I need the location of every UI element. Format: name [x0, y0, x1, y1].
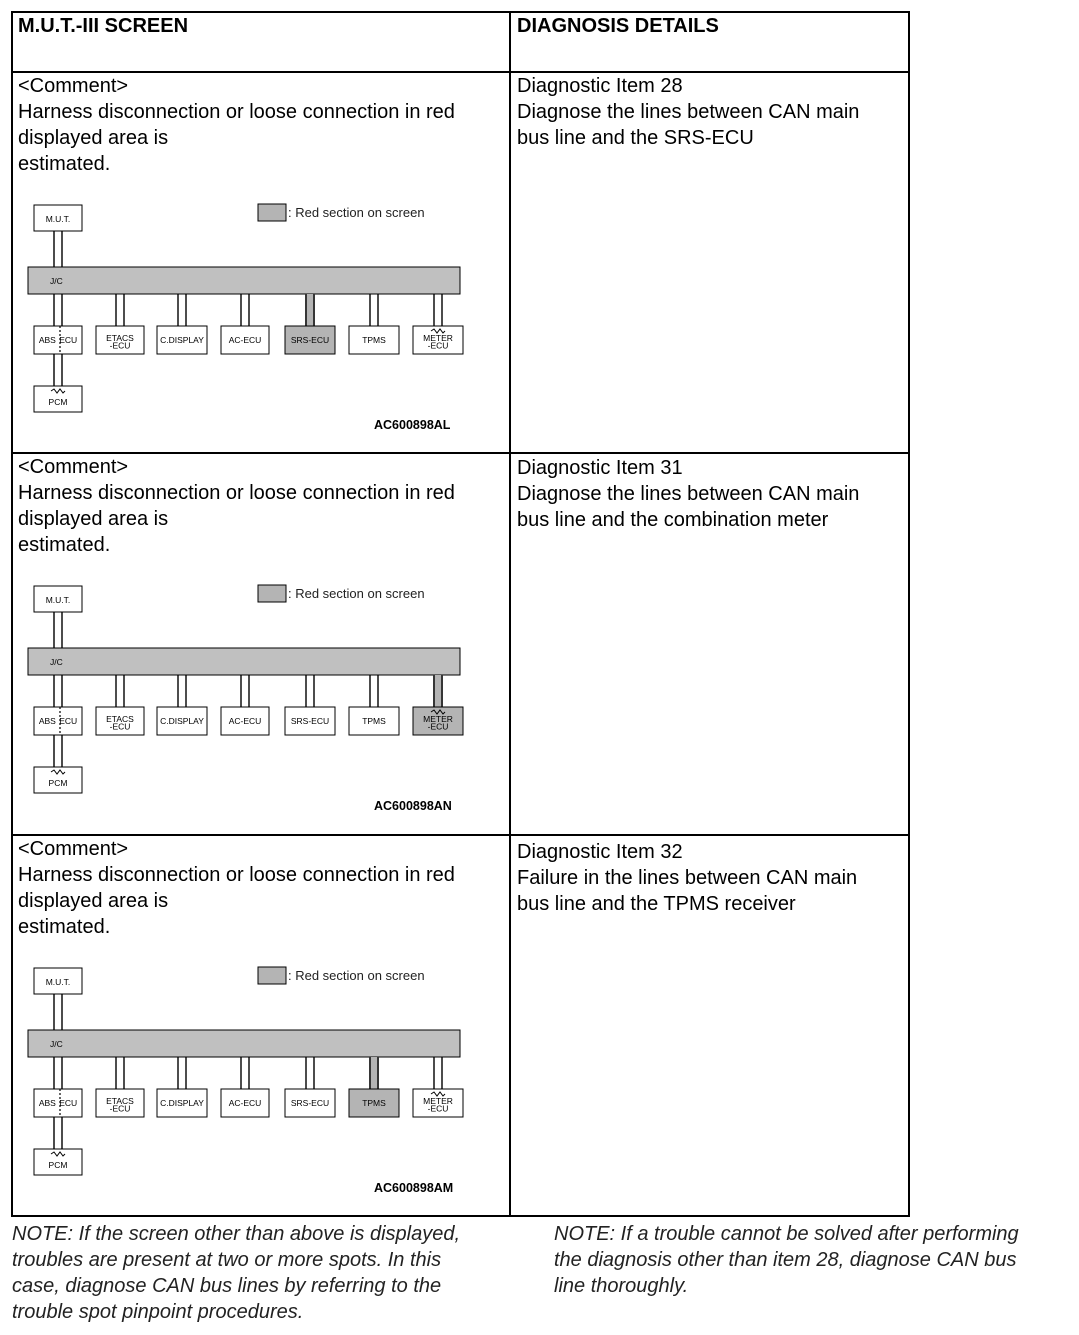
diagram-svg: [26, 958, 466, 1198]
details-line: Failure in the lines between CAN main: [517, 867, 858, 889]
pcm-label: PCM: [48, 1160, 68, 1170]
ecu-node: [96, 294, 144, 354]
note-line: case, diagnose CAN bus lines by referring to the: [12, 1275, 442, 1297]
ecu-label: -ECU: [109, 721, 131, 732]
ecu-label: SRS-ECU: [290, 1098, 330, 1108]
ecu-label: METER: [423, 714, 453, 724]
details-line: bus line and the SRS-ECU: [517, 127, 754, 149]
ecu-label: ABS ECU: [38, 716, 78, 726]
ecu-node: [221, 675, 269, 735]
diagram-svg: [26, 576, 466, 816]
ecu-node: [96, 675, 144, 735]
ecu-label: -ECU: [427, 721, 449, 732]
comment-line: estimated.: [18, 534, 111, 556]
mut-label: M.U.T.: [45, 214, 71, 224]
details-line: bus line and the TPMS receiver: [517, 893, 796, 915]
ecu-node: [413, 1057, 463, 1117]
ecu-node: [285, 294, 335, 354]
ecu-label: -ECU: [109, 1103, 131, 1114]
details-line: Diagnose the lines between CAN main: [517, 101, 860, 123]
table-border-right: [908, 11, 910, 1217]
figure-code: AC600898AL: [374, 418, 451, 432]
jc-bus: [28, 1030, 460, 1057]
ecu-node: [285, 675, 335, 735]
diagnostic-item: Diagnostic Item 28: [517, 75, 683, 97]
comment-block: [18, 454, 508, 558]
legend-text: : Red section on screen: [288, 205, 425, 220]
note-line: NOTE: If a trouble cannot be solved after performing: [554, 1223, 1019, 1245]
pcm-label: PCM: [48, 397, 68, 407]
ecu-label: AC-ECU: [228, 1098, 262, 1108]
ecu-node: [413, 294, 463, 354]
ecu-label: C.DISPLAY: [160, 716, 204, 726]
comment-block: [18, 836, 508, 940]
ecu-label: -ECU: [427, 1103, 449, 1114]
comment-line: Harness disconnection or loose connection in red: [18, 864, 455, 886]
legend-swatch: [258, 967, 286, 984]
comment-line: Harness disconnection or loose connection in red: [18, 482, 455, 504]
note-line: troubles are present at two or more spots. In this: [12, 1249, 442, 1271]
ecu-label: TPMS: [362, 1098, 386, 1108]
details-block: [517, 839, 902, 917]
ecu-node: [34, 1057, 82, 1117]
details-block: [517, 455, 902, 533]
table-border-top: [11, 11, 910, 13]
ecu-label: ETACS: [106, 1096, 134, 1106]
ecu-node: [157, 675, 207, 735]
jc-bus: [28, 648, 460, 675]
note-left: [12, 1221, 460, 1325]
ecu-node: [349, 294, 399, 354]
legend-swatch: [258, 585, 286, 602]
ecu-label: AC-ECU: [228, 335, 262, 345]
figure-code: AC600898AM: [374, 1181, 454, 1195]
comment-line: displayed area is: [18, 127, 169, 149]
can-bus-diagram: [26, 195, 466, 435]
ecu-label: C.DISPLAY: [160, 1098, 204, 1108]
note-line: NOTE: If the screen other than above is displayed,: [12, 1223, 461, 1245]
ecu-label: TPMS: [362, 716, 386, 726]
details-line: bus line and the combination meter: [517, 509, 829, 531]
legend-text: : Red section on screen: [288, 586, 425, 601]
ecu-node: [157, 1057, 207, 1117]
comment-line: estimated.: [18, 153, 111, 175]
ecu-label: -ECU: [427, 340, 449, 351]
figure-code: AC600898AN: [374, 799, 452, 813]
comment-line: displayed area is: [18, 890, 169, 912]
ecu-node: [349, 675, 399, 735]
ecu-label: ABS ECU: [38, 1098, 78, 1108]
ecu-label: AC-ECU: [228, 716, 262, 726]
ecu-label: -ECU: [109, 340, 131, 351]
can-bus-diagram: [26, 576, 466, 816]
header-screen: M.U.T.-III SCREEN: [18, 15, 189, 37]
comment-label: <Comment>: [18, 456, 129, 478]
comment-line: displayed area is: [18, 508, 169, 530]
note-line: line thoroughly.: [554, 1275, 689, 1297]
jc-label: J/C: [50, 1039, 63, 1049]
diagnostic-item: Diagnostic Item 32: [517, 841, 683, 863]
ecu-label: SRS-ECU: [290, 716, 330, 726]
comment-block: [18, 73, 508, 177]
comment-line: estimated.: [18, 916, 111, 938]
ecu-node: [221, 1057, 269, 1117]
legend-swatch: [258, 204, 286, 221]
ecu-label: ETACS: [106, 714, 134, 724]
can-bus-diagram: [26, 958, 466, 1198]
ecu-node: [221, 294, 269, 354]
ecu-label: ABS ECU: [38, 335, 78, 345]
ecu-label: SRS-ECU: [290, 335, 330, 345]
jc-label: J/C: [50, 657, 63, 667]
diagram-svg: [26, 195, 466, 435]
ecu-node: [413, 675, 463, 735]
ecu-node: [96, 1057, 144, 1117]
note-right: [554, 1221, 1019, 1299]
jc-bus: [28, 267, 460, 294]
ecu-node: [34, 675, 82, 735]
ecu-label: C.DISPLAY: [160, 335, 204, 345]
pcm-label: PCM: [48, 778, 68, 788]
ecu-node: [285, 1057, 335, 1117]
table-border-bottom: [11, 1215, 910, 1217]
ecu-node: [157, 294, 207, 354]
diagnostic-item: Diagnostic Item 31: [517, 457, 683, 479]
comment-label: <Comment>: [18, 838, 129, 860]
note-line: trouble spot pinpoint procedures.: [12, 1301, 304, 1323]
ecu-label: ETACS: [106, 333, 134, 343]
ecu-label: TPMS: [362, 335, 386, 345]
ecu-label: METER: [423, 1096, 453, 1106]
legend-text: : Red section on screen: [288, 968, 425, 983]
ecu-label: METER: [423, 333, 453, 343]
table-border-left: [11, 11, 13, 1217]
details-block: [517, 73, 902, 151]
header-details: DIAGNOSIS DETAILS: [517, 15, 719, 37]
mut-label: M.U.T.: [45, 595, 71, 605]
note-line: the diagnosis other than item 28, diagnose CAN bus: [554, 1249, 1017, 1271]
comment-label: <Comment>: [18, 75, 129, 97]
ecu-node: [349, 1057, 399, 1117]
jc-label: J/C: [50, 276, 63, 286]
mut-label: M.U.T.: [45, 977, 71, 987]
ecu-node: [34, 294, 82, 354]
comment-line: Harness disconnection or loose connection in red: [18, 101, 455, 123]
column-divider: [509, 11, 511, 1217]
details-line: Diagnose the lines between CAN main: [517, 483, 860, 505]
